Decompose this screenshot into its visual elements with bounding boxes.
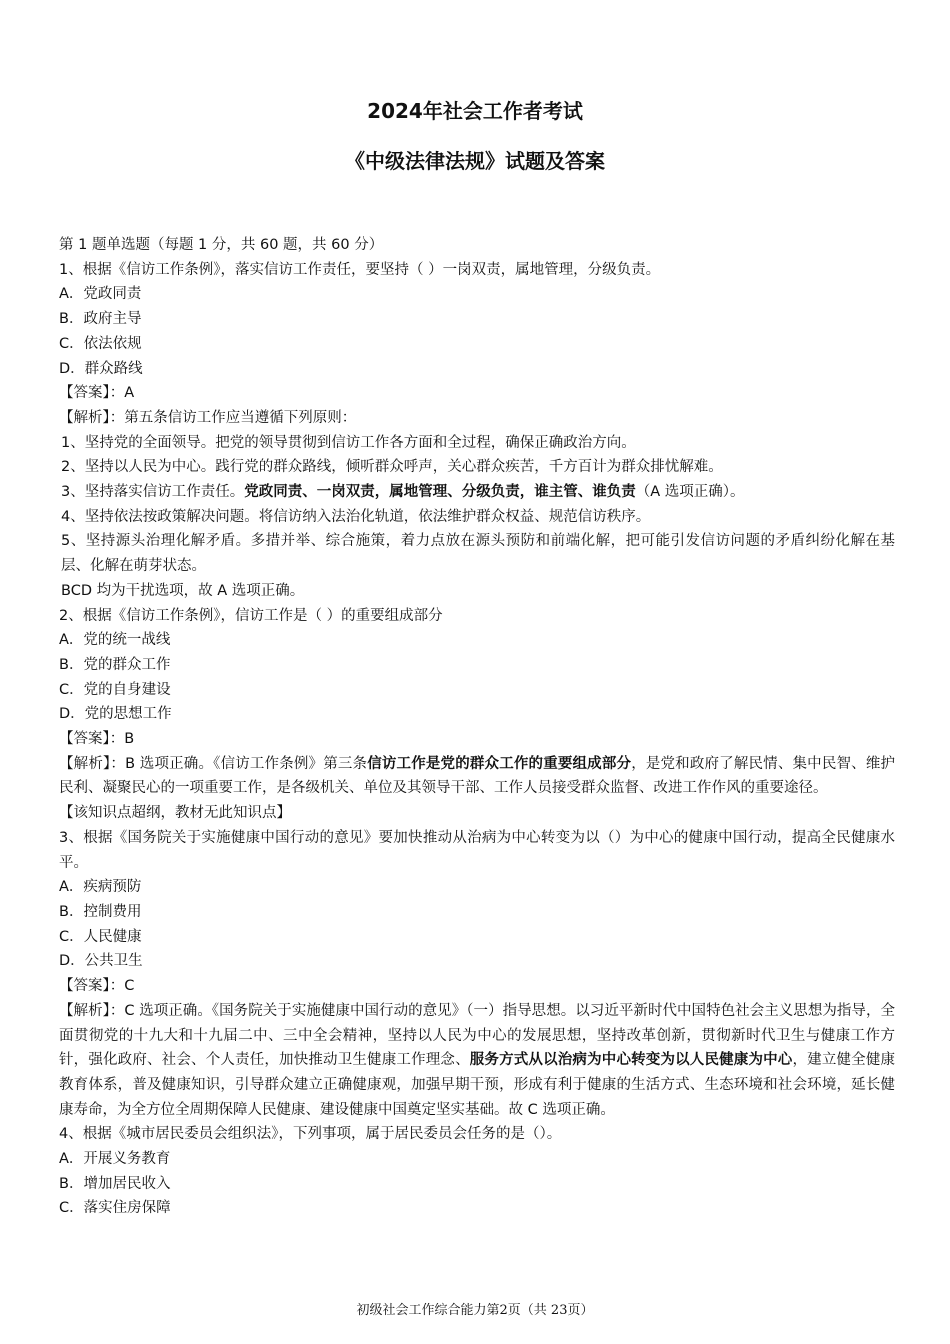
question-1-analysis-intro: 【解析】：第五条信访工作应当遵循下列原则： — [59, 409, 357, 426]
page-title: 2024年社会工作者考试 — [367, 99, 583, 123]
section-header: 第 1 题单选题（每题 1 分，共 60 题，共 60 分） — [59, 237, 384, 253]
question-1-option-c: C．依法依规 — [59, 335, 142, 352]
principle-3-text: 3、坚持落实信访工作责任。 — [61, 484, 245, 501]
question-2-answer: 【答案】：B — [59, 731, 135, 748]
document-body — [59, 233, 895, 1221]
question-2-option-a: A．党的统一战线 — [59, 632, 171, 649]
question-4-option-b: B．增加居民收入 — [59, 1175, 171, 1192]
principle-3-tail: （A 选项正确）。 — [635, 484, 745, 501]
analysis-text: 【解析】：C 选项正确。《国务院关于实施健康中国行动的意见》（一）指导思想。以习近平新时代中国特色社会主义思想为指导，全面贯彻党的十九大和十九届二中、三中全会精神，坚持以人民为中心的发展思想，坚持改革创新，贯彻新时代卫生与健康工作方针，强化政府、社会、个人责任，加快推动卫生健康工作理念、 — [59, 1002, 895, 1069]
question-1-principle-2: 2、坚持以人民为中心。践行党的群众路线，倾听群众呼声，关心群众疾苦，千方百计为群众排忧解难。 — [61, 459, 723, 476]
question-1-stem: 1、根据《信访工作条例》，落实信访工作责任，要坚持（ ）一岗双责，属地管理，分级负责。 — [59, 261, 661, 278]
principle-3-bold-text: 党政同责、一岗双责，属地管理、分级负责，谁主管、谁负责 — [244, 484, 636, 501]
question-3-answer: 【答案】：C — [59, 978, 135, 995]
question-3-option-c: C．人民健康 — [59, 928, 142, 945]
analysis-tail: ，是党和政府了解民情、集中民智、维护民利、凝聚民心的一项重要工作，是各级机关、单位及其领导干部、工作人员接受群众监督、改进工作作风的重要途径。 — [59, 755, 896, 797]
analysis-tail: ，建立健全健康教育体系，普及健康知识，引导群众建立正确健康观，加强早期干预，形成有利于健康的生活方式、生态环境和社会环境，延长健康寿命，为全方位全周期保障人民健康、建设健康中国奠定坚实基础。故 C 选项正确。 — [59, 1052, 896, 1118]
question-4-option-c: C．落实住房保障 — [59, 1200, 171, 1217]
question-2-option-d: D．党的思想工作 — [59, 706, 172, 723]
analysis-bold-text: 服务方式从以治病为中心转变为以人民健康为中心 — [469, 1052, 793, 1069]
question-3-stem: 3、根据《国务院关于实施健康中国行动的意见》要加快推动从治病为中心转变为以（）为中心的健康中国行动，提高全民健康水平。 — [59, 829, 895, 871]
question-1-option-d: D．群众路线 — [59, 360, 143, 377]
question-1-principle-5: 5、坚持源头治理化解矛盾。多措并举、综合施策，着力点放在源头预防和前端化解，把可能引发信访问题的矛盾纠纷化解在基层、化解在萌芽状态。 — [61, 533, 895, 575]
question-2-option-c: C．党的自身建设 — [59, 681, 171, 698]
question-4-option-a: A．开展义务教育 — [59, 1151, 171, 1168]
question-1-option-b: B．政府主导 — [59, 311, 142, 328]
analysis-text: 【解析】：B 选项正确。《信访工作条例》第三条 — [59, 755, 368, 772]
question-3-option-a: A．疾病预防 — [59, 879, 142, 896]
question-3-option-b: B．控制费用 — [59, 903, 142, 920]
analysis-bold-text: 信访工作是党的群众工作的重要组成部分 — [367, 755, 632, 772]
question-2-option-b: B．党的群众工作 — [59, 656, 171, 673]
question-2-analysis — [59, 752, 895, 801]
page-footer: 初级社会工作综合能力第2页（共 23页） — [356, 1303, 594, 1318]
question-1-option-a: A．党政同责 — [59, 286, 142, 303]
question-2-note: 【该知识点超纲，教材无此知识点】 — [59, 805, 291, 822]
question-1-conclusion: BCD 均为干扰选项，故 A 选项正确。 — [61, 582, 305, 599]
question-1-principle-4: 4、坚持依法按政策解决问题。将信访纳入法治化轨道，依法维护群众权益、规范信访秩序。 — [61, 508, 651, 525]
question-2-stem: 2、根据《信访工作条例》，信访工作是（ ）的重要组成部分 — [59, 607, 443, 624]
question-1-principle-3 — [59, 480, 895, 505]
page-subtitle: 《中级法律法规》试题及答案 — [345, 149, 605, 173]
question-1-answer: 【答案】：A — [59, 385, 135, 402]
question-4-stem: 4、根据《城市居民委员会组织法》，下列事项，属于居民委员会任务的是（）。 — [59, 1126, 562, 1143]
question-3-option-d: D．公共卫生 — [59, 953, 143, 970]
question-3-analysis — [59, 999, 895, 1123]
question-1-principle-1: 1、坚持党的全面领导。把党的领导贯彻到信访工作各方面和全过程，确保正确政治方向。 — [61, 434, 636, 451]
